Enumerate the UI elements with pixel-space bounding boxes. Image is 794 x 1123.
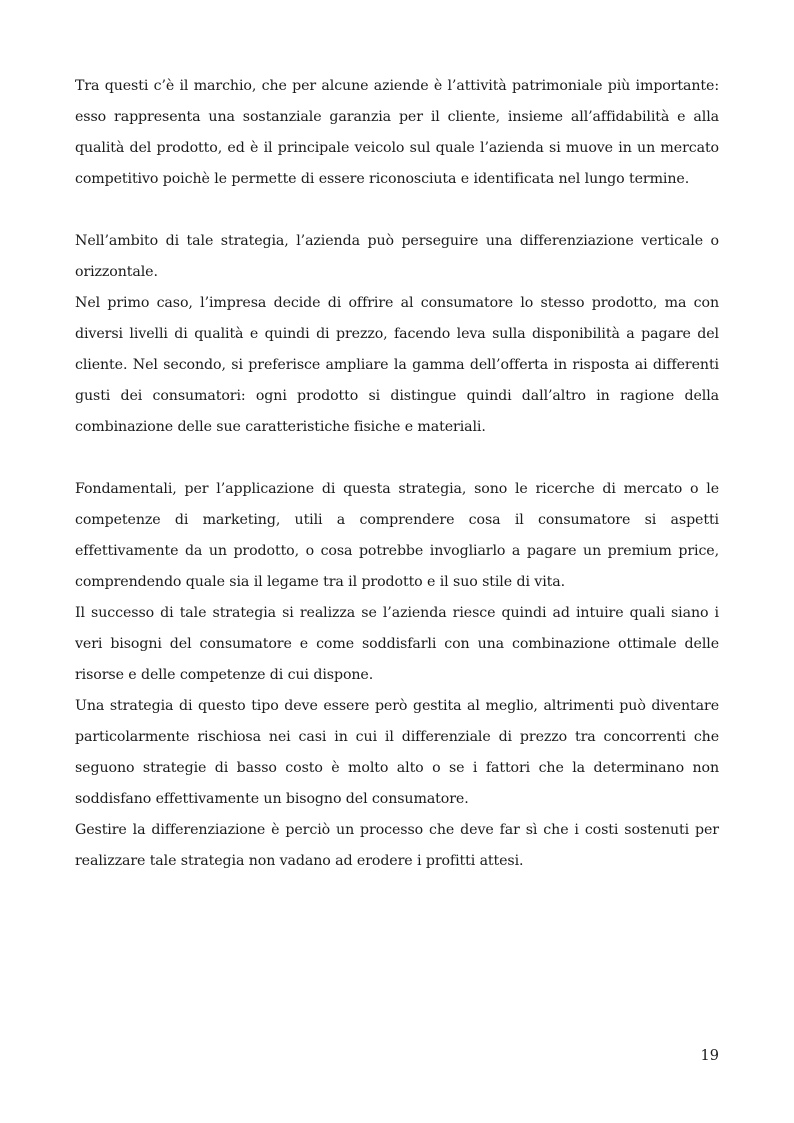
paragraph-differentiation-types: Nell’ambito di tale strategia, l’azienda può perseguire una differenziazione verticale o orizzontale.: [75, 233, 719, 280]
page-number: 19: [700, 1048, 719, 1064]
paragraph-costs: Gestire la differenziazione è perciò un processo che deve far sì che i costi sostenuti per realizzare tale strategia non vadano ad erodere i profitti attesi.: [75, 822, 719, 869]
paragraph-market-research: Fondamentali, per l’applicazione di questa strategia, sono le ricerche di mercato o le competenze di marketing, utili a comprendere cosa il consumatore si aspetti effettivamente da un prodotto, o cosa potrebbe invogliarlo a pagare un premium price, comprendendo quale sia il legame tra il prodotto e il suo stile di vita.: [75, 481, 719, 590]
paragraph-brand: Tra questi c’è il marchio, che per alcune aziende è l’attività patrimoniale più importante: esso rappresenta una sostanziale garanzia per il cliente, insieme all’affidabilità e alla qualità del prodotto, ed è il principale veicolo sul quale l’azienda si muove in un mercato competitivo poichè le permette di essere riconosciuta e identificata nel lungo termine.: [75, 78, 719, 187]
paragraph-spacer: [75, 195, 719, 226]
paragraph-risk: Una strategia di questo tipo deve essere però gestita al meglio, altrimenti può diventare particolarmente rischiosa nei casi in cui il differenziale di prezzo tra concorrenti che seguono strategie di basso costo è molto alto o se i fattori che la determinano non soddisfano effettivamente un bisogno del consumatore.: [75, 698, 719, 807]
paragraph-spacer: [75, 443, 719, 474]
paragraph-vertical-horizontal: Nel primo caso, l’impresa decide di offrire al consumatore lo stesso prodotto, ma con diversi livelli di qualità e quindi di prezzo, facendo leva sulla disponibilità a pagare del cliente. Nel secondo, si preferisce ampliare la gamma dell’offerta in risposta ai differenti gusti dei consumatori: ogni prodotto si distingue quindi dall’altro in ragione della combinazione delle sue caratteristiche fisiche e materiali.: [75, 295, 719, 435]
paragraph-success: Il successo di tale strategia si realizza se l’azienda riesce quindi ad intuire quali siano i veri bisogni del consumatore e come soddisfarli con una combinazione ottimale delle risorse e delle competenze di cui dispone.: [75, 605, 719, 683]
body-text: [75, 71, 719, 877]
